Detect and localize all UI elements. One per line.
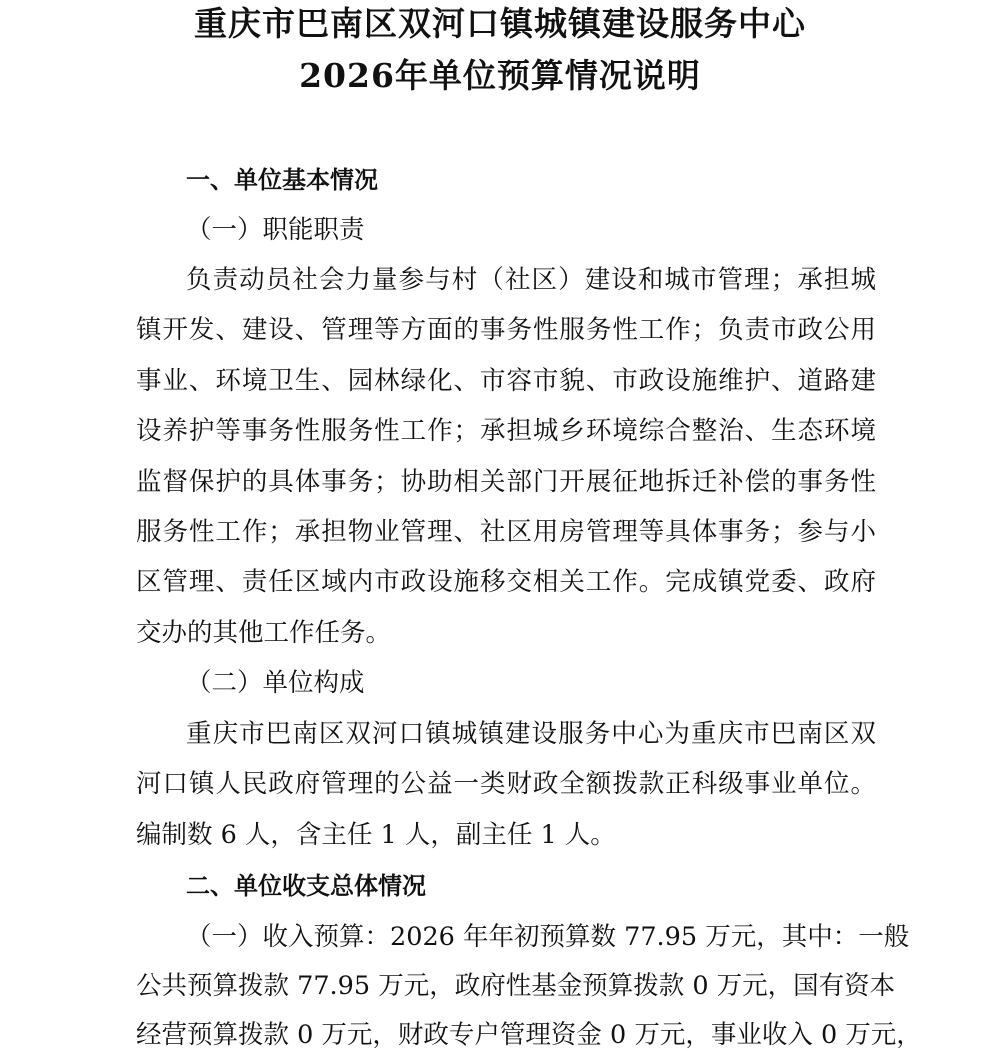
paragraph-line: 设养护等事务性服务性工作；承担城乡环境综合整治、生态环境 <box>136 416 876 446</box>
paragraph-line: 事业、环境卫生、园林绿化、市容市貌、市政设施维护、道路建 <box>136 366 876 396</box>
paragraph-line: 公共预算拨款 77.95 万元，政府性基金预算拨款 0 万元，国有资本 <box>136 971 896 1001</box>
paragraph-line: 重庆市巴南区双河口镇城镇建设服务中心为重庆市巴南区双 <box>186 719 876 749</box>
paragraph-line: 交办的其他工作任务。 <box>136 618 392 648</box>
section-heading-basic-info: 一、单位基本情况 <box>186 166 378 194</box>
paragraph-line: 服务性工作；承担物业管理、社区用房管理等具体事务；参与小 <box>136 517 876 547</box>
paragraph-line: 监督保护的具体事务；协助相关部门开展征地拆迁补偿的事务性 <box>136 467 876 497</box>
paragraph-line: 负责动员社会力量参与村（社区）建设和城市管理；承担城 <box>186 265 876 295</box>
subsection-heading-duties: （一）职能职责 <box>186 215 365 245</box>
document-title-line-2: 2026年单位预算情况说明 <box>299 56 701 95</box>
section-heading-budget-overview: 二、单位收支总体情况 <box>186 872 426 900</box>
paragraph-line: 镇开发、建设、管理等方面的事务性服务性工作；负责市政公用 <box>136 315 876 345</box>
document-title-line-1: 重庆市巴南区双河口镇城镇建设服务中心 <box>194 4 806 43</box>
subsection-heading-composition: （二）单位构成 <box>186 668 365 698</box>
paragraph-line: 区管理、责任区域内市政设施移交相关工作。完成镇党委、政府 <box>136 567 876 597</box>
paragraph-line: 河口镇人民政府管理的公益一类财政全额拨款正科级事业单位。 <box>136 769 876 799</box>
paragraph-line: 编制数 6 人，含主任 1 人，副主任 1 人。 <box>136 820 616 850</box>
paragraph-line: （一）收入预算：2026 年年初预算数 77.95 万元，其中：一般 <box>186 922 910 952</box>
paragraph-line: 经营预算拨款 0 万元，财政专户管理资金 0 万元，事业收入 0 万元， <box>136 1020 922 1050</box>
